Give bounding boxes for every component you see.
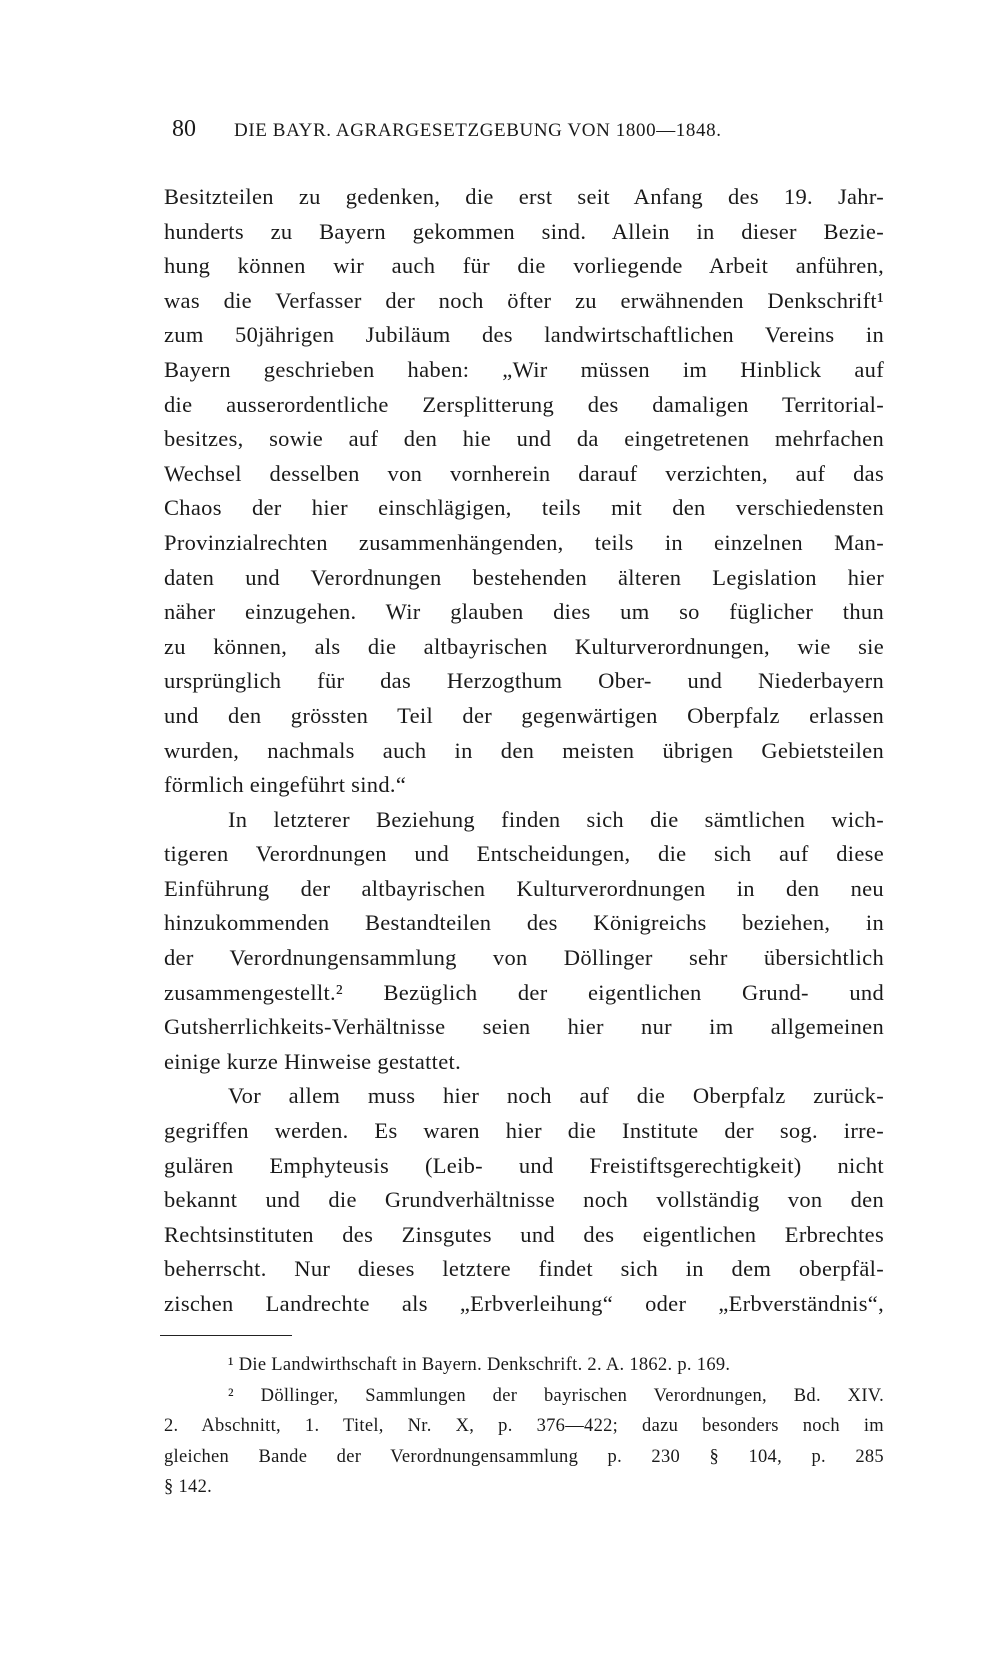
text-line: hunderts zu Bayern gekommen sind. Allein in dieser Bezie-	[164, 218, 884, 244]
text-line: Chaos der hier einschlägigen, teils mit den verschiedensten	[164, 495, 884, 521]
text-line: zusammengestellt.² Bezüglich der eigentlichen Grund- und	[164, 979, 884, 1005]
body-text	[164, 180, 884, 1322]
text-line: wurden, nachmals auch in den meisten übrigen Gebietsteilen	[164, 737, 884, 763]
footnotes	[164, 1350, 884, 1503]
footnote-line: § 142.	[164, 1477, 213, 1497]
text-line: hinzukommenden Bestandteilen des Königreichs beziehen, in	[164, 910, 884, 936]
text-line: und den grössten Teil der gegenwärtigen Oberpfalz erlassen	[164, 702, 884, 728]
text-line: bekannt und die Grundverhältnisse noch vollständig von den	[164, 1187, 884, 1213]
text-line: hung können wir auch für die vorliegende Arbeit anführen,	[164, 253, 884, 279]
text-line: zischen Landrechte als „Erbverleihung“ oder „Erbverständnis“,	[164, 1291, 884, 1316]
footnote-divider	[160, 1335, 292, 1336]
text-line: der Verordnungensammlung von Döllinger sehr übersichtlich	[164, 945, 884, 971]
text-line: beherrscht. Nur dieses letztere findet sich in dem oberpfäl-	[164, 1256, 884, 1282]
text-line: die ausserordentliche Zersplitterung des damaligen Territorial-	[164, 391, 884, 417]
text-line: näher einzugehen. Wir glauben dies um so füglicher thun	[164, 599, 884, 625]
text-line: Einführung der altbayrischen Kulturverordnungen in den neu	[164, 875, 884, 901]
text-line: gulären Emphyteusis (Leib- und Freistiftsgerechtigkeit) nicht	[164, 1152, 884, 1178]
page-number: 80	[172, 116, 196, 142]
text-line: daten und Verordnungen bestehenden älteren Legislation hier	[164, 564, 884, 590]
text-line: zum 50jährigen Jubiläum des landwirtschaftlichen Vereins in	[164, 322, 884, 348]
footnote-line: gleichen Bande der Verordnungensammlung p. 230 § 104, p. 285	[164, 1446, 884, 1467]
text-line: Rechtsinstituten des Zinsgutes und des eigentlichen Erbrechtes	[164, 1221, 884, 1247]
text-line: gegriffen werden. Es waren hier die Institute der sog. irre-	[164, 1118, 884, 1144]
text-line: Besitzteilen zu gedenken, die erst seit Anfang des 19. Jahr-	[164, 184, 884, 209]
text-line: förmlich eingeführt sind.“	[164, 772, 407, 798]
text-line: was die Verfasser der noch öfter zu erwähnenden Denkschrift¹	[164, 287, 884, 313]
text-line: Provinzialrechten zusammenhängenden, teils in einzelnen Man-	[164, 529, 884, 555]
paragraph-first-line: Vor allem muss hier noch auf die Oberpfalz zurück-	[228, 1083, 884, 1109]
text-line: Bayern geschrieben haben: „Wir müssen im Hinblick auf	[164, 356, 884, 382]
running-head	[172, 116, 892, 150]
text-line: Gutsherrlichkeits-Verhältnisse seien hier nur im allgemeinen	[164, 1014, 884, 1040]
paragraph-first-line: In letzterer Beziehung finden sich die sämtlichen wich-	[228, 806, 884, 832]
footnote-1: ¹ Die Landwirthschaft in Bayern. Denkschrift. 2. A. 1862. p. 169.	[228, 1355, 731, 1375]
text-line: einige kurze Hinweise gestattet.	[164, 1048, 461, 1074]
text-line: besitzes, sowie auf den hie und da eingetretenen mehrfachen	[164, 426, 884, 452]
text-line: zu können, als die altbayrischen Kulturverordnungen, wie sie	[164, 633, 884, 659]
text-line: ursprünglich für das Herzogthum Ober- und Niederbayern	[164, 668, 884, 694]
footnote-line: 2. Abschnitt, 1. Titel, Nr. X, p. 376—422; dazu besonders noch im	[164, 1416, 884, 1436]
text-line: tigeren Verordnungen und Entscheidungen, die sich auf diese	[164, 841, 884, 867]
running-title: DIE BAYR. AGRARGESETZGEBUNG VON 1800—1848.	[234, 120, 722, 141]
text-line: Wechsel desselben von vornherein darauf verzichten, auf das	[164, 460, 884, 486]
footnote-2: ² Döllinger, Sammlungen der bayrischen Verordnungen, Bd. XIV.	[228, 1385, 884, 1406]
